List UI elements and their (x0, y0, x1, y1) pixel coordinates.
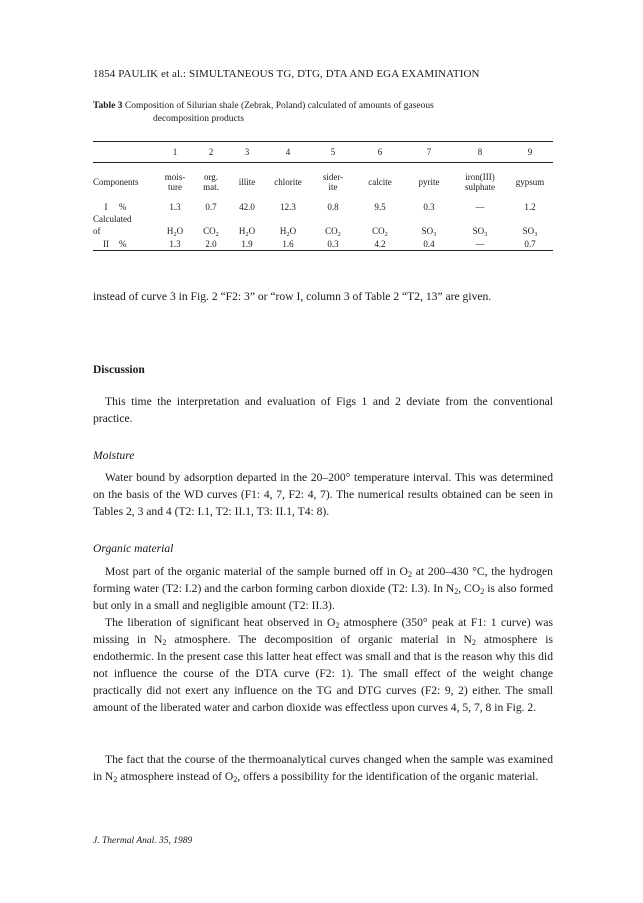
row-unit: % (119, 238, 127, 249)
table-cell: 1.6 (265, 237, 311, 251)
column-number: 5 (311, 142, 355, 163)
table-caption-line1: Composition of Silurian shale (Zebrak, Poland) calculated of amounts of gaseous (124, 101, 434, 111)
gas-cell: $CO_2$ (325, 226, 341, 238)
table-row-II (93, 237, 553, 251)
table-cell: 1.3 (169, 202, 181, 212)
running-head: 1854 PAULIK et al.: SIMULTANEOUS TG, DTG, DTA AND EGA EXAMINATION (93, 68, 480, 80)
header-cell: gypsum (515, 177, 545, 187)
header-cell: chlorite (274, 177, 302, 187)
discussion-heading: Discussion (93, 364, 145, 376)
header-cell: calcite (368, 177, 392, 187)
row-label: I (104, 202, 108, 212)
table-cell: 0.4 (405, 237, 453, 251)
column-number: 7 (405, 142, 453, 163)
table-cell: — (475, 202, 485, 212)
organic-heading: Organic material (93, 542, 174, 555)
moisture-heading: Moisture (93, 449, 135, 462)
row-label: II (103, 238, 109, 249)
table-cell: 1.2 (524, 202, 536, 212)
gas-cell: $H_2O$ (279, 226, 297, 238)
gas-cell: $SO_3$ (472, 226, 488, 238)
column-number: 4 (265, 142, 311, 163)
organic-paragraph-2: The liberation of significant heat observed in $O_2$ atmosphere (350° peak at F1: 1 curve) was missing in $N_2$ atmosphere. The decomposition of organic material in $N_2$ atmosphere is endothermic. In the present case this latter heat effect was small and that is the reason why this did not influence the course of the DTA curve (F2: 1). The small effect of the weight change practically did not exert any influence on the TG and DTG curves (F2: 9, 2) either. The small amount of the liberated water and carbon dioxide was effectless upon curves 4, 5, 7, 8 in Fig. 2. (93, 616, 553, 714)
column-number: 3 (229, 142, 265, 163)
gas-cell: $SO_3$ (522, 226, 538, 238)
table-cell: 0.3 (311, 237, 355, 251)
header-cell: pyrite (418, 177, 440, 187)
header-cell: mat. (203, 182, 219, 192)
journal-footer: J. Thermal Anal. 35, 1989 (93, 836, 193, 846)
table-row-I (93, 201, 553, 213)
gas-cell: $CO_2$ (372, 226, 388, 238)
table-cell: 1.3 (157, 237, 193, 251)
table-cell: 0.7 (205, 202, 217, 212)
gas-cell: $H_2O$ (166, 226, 184, 238)
composition-table (93, 141, 553, 251)
table-cell: 9.5 (374, 202, 386, 212)
table-cell: 1.9 (229, 237, 265, 251)
table-cell: 0.3 (423, 202, 435, 212)
gas-cell: $CO_2$ (203, 226, 219, 238)
table-caption-line2: decomposition products (153, 114, 245, 124)
row-unit: % (119, 202, 127, 212)
column-number: 1 (157, 142, 193, 163)
moisture-paragraph: Water bound by adsorption departed in the 20–200° temperature interval. This was determined on the basis of the WD curves (F1: 4, 7, F2: 4, 7). The numerical results obtained can be seen in Tables 2, 3 and 4 (T2: I.1, T2: II.1, T3: II.1, T4: 8). (93, 471, 553, 518)
header-cell: mois- (164, 172, 186, 182)
header-cell: illite (238, 177, 256, 187)
discussion-paragraph: This time the interpretation and evaluation of Figs 1 and 2 deviate from the conventional practice. (93, 395, 553, 425)
column-number-row (93, 142, 553, 163)
paragraph-after-table: instead of curve 3 in Fig. 2 “F2: 3” or “row I, column 3 of Table 2 “T2, 13” are given. (93, 290, 492, 303)
table-cell: — (453, 237, 507, 251)
table-caption (93, 100, 553, 126)
column-number: 6 (355, 142, 405, 163)
table-cell: 0.7 (507, 237, 553, 251)
organic-paragraph-1: Most part of the organic material of the sample burned off in $O_2$ at 200–430 °C, the hydrogen forming water (T2: I.2) and the carbon forming carbon dioxide (T2: I.3). In $N_2$, $CO_2$ is also formed but only in a small and negligible amount (T2: II.3). (93, 565, 553, 612)
table-label: Table 3 (93, 101, 123, 111)
of-label: of (93, 226, 101, 236)
table-cell: 12.3 (280, 202, 296, 212)
table-cell: 42.0 (239, 202, 255, 212)
table-cell: 2.0 (193, 237, 229, 251)
header-cell: org. (203, 172, 219, 182)
components-label: Components (93, 177, 139, 187)
header-cell: ture (168, 182, 182, 192)
component-header-row (93, 163, 553, 202)
organic-paragraph-3: The fact that the course of the thermoanalytical curves changed when the sample was examined in $N_2$ atmosphere instead of $O_2$, offers a possibility for the identification of the organic material. (93, 753, 553, 784)
calculated-row (93, 213, 553, 225)
calculated-label: Calculated (93, 214, 132, 224)
column-number: 2 (193, 142, 229, 163)
column-number: 8 (453, 142, 507, 163)
gas-row (93, 225, 553, 237)
gas-cell: $H_2O$ (238, 226, 256, 238)
table-cell: 4.2 (355, 237, 405, 251)
gas-cell: $SO_3$ (421, 226, 437, 238)
header-cell: iron(III) (465, 172, 495, 182)
header-cell: ite (328, 182, 338, 192)
header-cell: sulphate (465, 182, 495, 192)
table-cell: 0.8 (327, 202, 339, 212)
column-number: 9 (507, 142, 553, 163)
header-cell: sider- (322, 172, 344, 182)
